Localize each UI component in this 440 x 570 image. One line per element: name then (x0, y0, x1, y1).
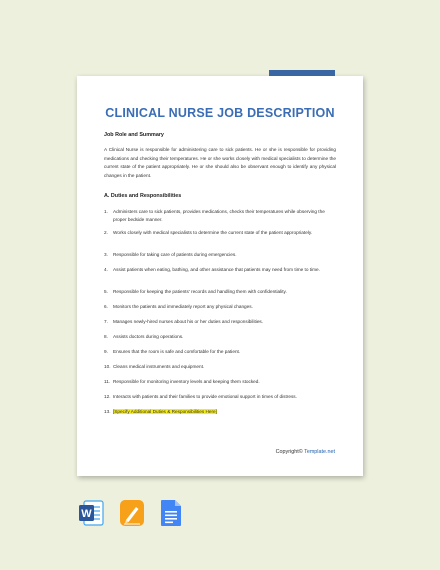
summary-paragraph: A Clinical Nurse is responsible for administering care to sick patients. He or she is responsible for providing medications and checking their temperatures. He or she works closely with medical specialists to determine the current state of the patient appropriately. He or she should also be observant enough to identify any physical changes in the patient. (104, 147, 336, 178)
duty-number: 6. (104, 304, 108, 309)
duty-text: Manages newly-hired nurses about his or her duties and responsibilities. (113, 319, 264, 324)
duty-number: 11. (104, 379, 111, 384)
word-icon[interactable] (78, 499, 104, 532)
duty-text: Cleans medical instruments and equipment. (113, 364, 205, 369)
highlighted-placeholder: [Specify Additional Duties & Responsibilities Here] (113, 409, 217, 414)
duty-text: Ensures that the room is safe and comfortable for the patient. (113, 349, 241, 354)
duty-number: 9. (104, 349, 108, 354)
word-letter: W (81, 508, 92, 520)
summary-heading: Job Role and Summary (104, 132, 164, 138)
duty-text: Responsible for monitoring inventory levels and keeping them stocked. (113, 379, 260, 384)
duty-text: Monitors the patients and immediately report any physical changes. (113, 304, 253, 309)
duty-text: Assist patients when eating, bathing, and other assistance that patients may need from time to time. (113, 267, 320, 272)
duty-text: Interacts with patients and their families to provide emotional support in times of distress. (113, 394, 297, 399)
duty-number: 4. (104, 267, 108, 272)
copyright-brand-link[interactable]: Template.net (304, 449, 335, 455)
document-title: CLINICAL NURSE JOB DESCRIPTION (105, 106, 335, 120)
google-docs-icon[interactable] (160, 499, 182, 532)
copyright-notice (276, 449, 335, 455)
pages-icon[interactable] (119, 499, 145, 532)
duty-number: 7. (104, 319, 108, 324)
duty-text: Administers care to sick patients, provides medications, checks their temperatures while observing the proper bedside manner. (113, 209, 325, 222)
duty-text: Works closely with medical specialists to determine the current state of the patient appropriately. (113, 230, 313, 235)
duty-number: 8. (104, 334, 108, 339)
duty-text: Assists doctors during operations. (113, 334, 184, 339)
duty-number: 10. (104, 364, 111, 369)
document-preview (77, 76, 363, 476)
duty-text: Responsible for keeping the patients' records and handling them with confidentiality. (113, 289, 287, 294)
duties-heading: A. Duties and Responsibilities (104, 193, 182, 199)
duty-number: 5. (104, 289, 108, 294)
header-accent-bar (269, 70, 335, 76)
duty-number: 12. (104, 394, 111, 399)
duty-number: 13. (104, 409, 111, 414)
duty-number: 1. (104, 209, 108, 214)
copyright-symbol: © (298, 449, 303, 455)
copyright-prefix: Copyright (275, 449, 299, 455)
duty-text: Responsible for taking care of patients during emergencies. (113, 252, 237, 257)
duty-number: 3. (104, 252, 108, 257)
duty-number: 2. (104, 230, 108, 235)
